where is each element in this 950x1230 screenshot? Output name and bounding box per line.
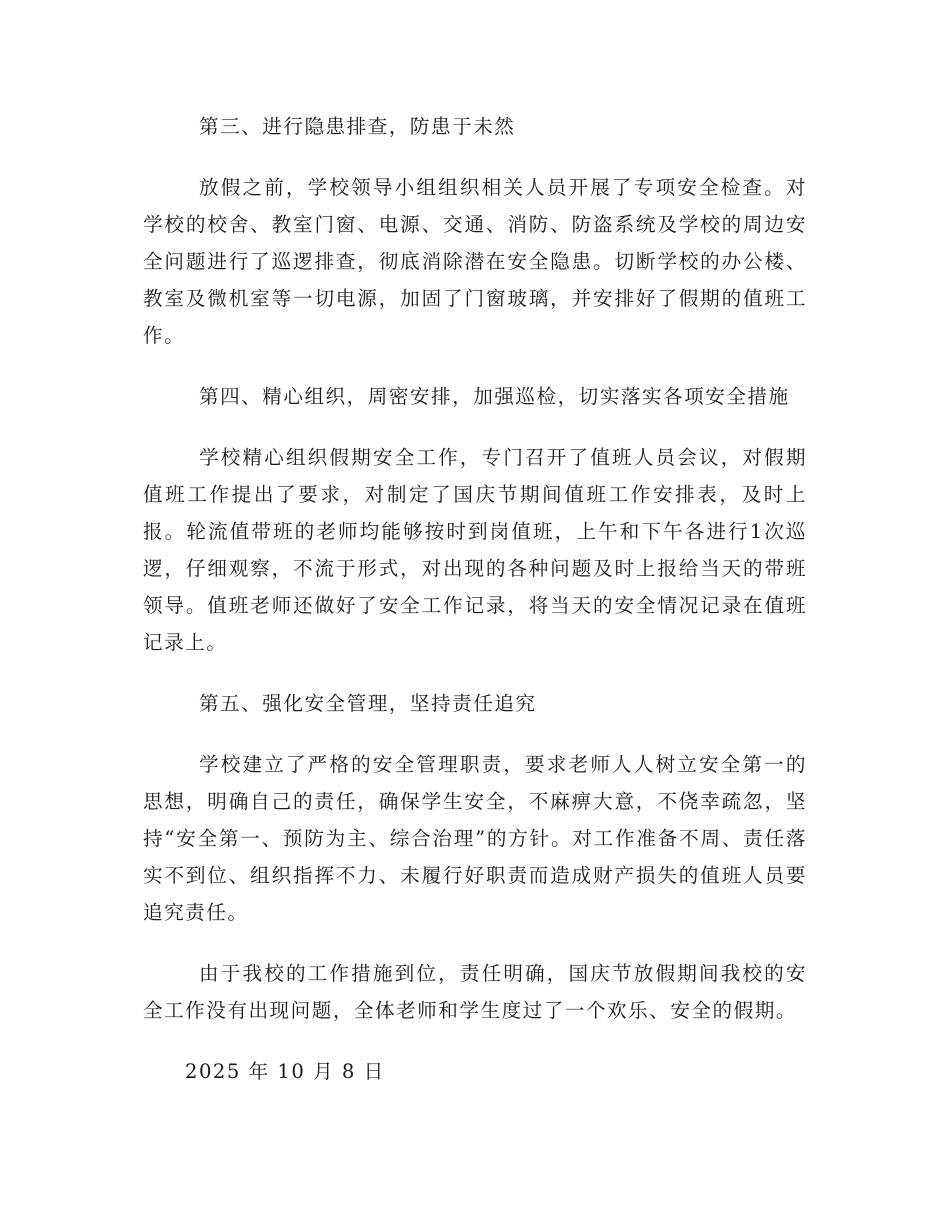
- document-date: 2025 年 10 月 8 日: [185, 1060, 385, 1083]
- document-body: [143, 108, 807, 1090]
- conclusion-paragraph: 由于我校的工作措施到位，责任明确，国庆节放假期间我校的安全工作没有出现问题，全体老师和学生度过了一个欢乐、安全的假期。: [143, 962, 807, 1022]
- section-heading-4: 第四、精心组织，周密安排，加强巡检，切实落实各项安全措施: [199, 385, 790, 408]
- section-heading-3: 第三、进行隐患排查，防患于未然: [199, 115, 516, 138]
- section-paragraph-5: 学校建立了严格的安全管理职责，要求老师人人树立安全第一的思想，明确自己的责任，确保学生安全，不麻痹大意，不侥幸疏忽，坚持“安全第一、预防为主、综合治理”的方针。对工作准备不周、责任落实不到位、组织指挥不力、未履行好职责而造成财产损失的值班人员要追究责任。: [143, 753, 807, 924]
- section-heading-5: 第五、强化安全管理，坚持责任追究: [199, 692, 537, 715]
- section-paragraph-3: 放假之前，学校领导小组组织相关人员开展了专项安全检查。对学校的校舍、教室门窗、电源、交通、消防、防盗系统及学校的周边安全问题进行了巡逻排查，彻底消除潜在安全隐患。切断学校的办公楼、教室及微机室等一切电源，加固了门窗玻璃，并安排好了假期的值班工作。: [143, 176, 807, 347]
- section-paragraph-4: 学校精心组织假期安全工作，专门召开了值班人员会议，对假期值班工作提出了要求，对制定了国庆节期间值班工作安排表，及时上报。轮流值带班的老师均能够按时到岗值班，上午和下午各进行1次巡逻，仔细观察，不流于形式，对出现的各种问题及时上报给当天的带班领导。值班老师还做好了安全工作记录，将当天的安全情况记录在值班记录上。: [143, 446, 807, 654]
